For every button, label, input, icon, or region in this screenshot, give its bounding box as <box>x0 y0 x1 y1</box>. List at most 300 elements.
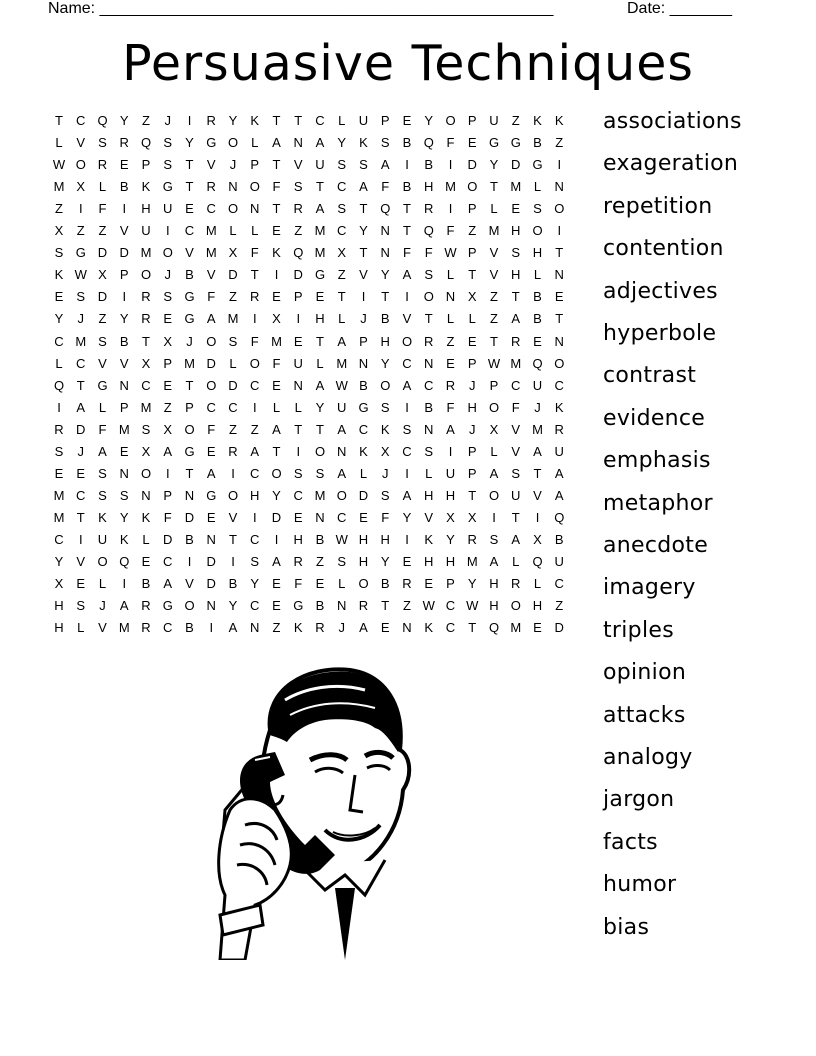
grid-letter: M <box>53 487 65 503</box>
grid-letter: E <box>206 509 216 525</box>
grid-letter: Z <box>294 223 303 239</box>
word-list-item: hyperbole <box>603 321 717 346</box>
grid-letter: O <box>554 201 565 217</box>
grid-letter: O <box>488 487 500 503</box>
grid-letter: W <box>422 598 435 614</box>
grid-letter: V <box>119 355 129 371</box>
grid-letter: X <box>533 531 542 547</box>
grid-letter: H <box>424 179 434 195</box>
grid-letter: D <box>206 554 216 569</box>
grid-letter: O <box>380 377 391 393</box>
grid-letter: N <box>402 620 412 636</box>
grid-letter: R <box>206 179 216 195</box>
grid-letter: X <box>272 311 281 327</box>
grid-letter: M <box>205 223 217 239</box>
grid-letter: V <box>206 267 216 283</box>
grid-letter: N <box>184 487 195 503</box>
grid-letter: H <box>141 201 151 217</box>
grid-letter: R <box>511 333 521 349</box>
grid-letter: I <box>122 576 127 592</box>
grid-letter: M <box>184 355 195 371</box>
grid-row <box>48 220 584 242</box>
grid-letter: O <box>554 355 565 371</box>
grid-letter: F <box>381 509 390 525</box>
word-list-item: contrast <box>603 363 697 389</box>
grid-letter: D <box>119 245 129 261</box>
grid-letter: P <box>163 487 173 503</box>
grid-letter: P <box>467 465 477 481</box>
grid-letter: P <box>250 157 260 173</box>
grid-letter: B <box>380 576 390 592</box>
grid-letter: P <box>467 443 477 459</box>
grid-letter: E <box>163 377 173 393</box>
grid-letter: I <box>165 465 170 481</box>
grid-letter: T <box>142 333 150 349</box>
grid-letter: D <box>293 267 303 283</box>
grid-letter: R <box>141 598 151 614</box>
grid-letter: T <box>403 201 411 217</box>
word-list-item: repetition <box>603 193 713 219</box>
grid-letter: K <box>554 399 564 415</box>
grid-letter: A <box>359 179 368 195</box>
grid-letter: E <box>54 465 64 481</box>
grid-letter: C <box>337 509 347 525</box>
grid-letter: W <box>52 157 66 173</box>
grid-letter: N <box>554 267 564 283</box>
grid-letter: C <box>163 554 173 569</box>
word-list-item: bias <box>603 914 650 940</box>
grid-letter: O <box>227 487 239 503</box>
grid-letter: L <box>490 443 498 459</box>
grid-letter: D <box>184 509 195 525</box>
grid-letter: K <box>424 531 434 547</box>
grid-letter: O <box>401 333 413 349</box>
grid-letter: L <box>55 135 63 151</box>
grid-letter: L <box>338 113 346 128</box>
grid-letter: D <box>76 421 86 437</box>
grid-letter: C <box>228 399 238 415</box>
grid-letter: U <box>532 377 543 393</box>
grid-letter: I <box>187 113 192 128</box>
grid-letter: T <box>490 179 498 195</box>
grid-letter: T <box>555 245 564 261</box>
grid-letter: S <box>337 554 347 569</box>
grid-letter: S <box>315 465 325 481</box>
grid-letter: F <box>207 289 216 305</box>
grid-letter: T <box>76 377 85 393</box>
grid-letter: A <box>337 421 347 437</box>
grid-letter: H <box>54 620 64 636</box>
grid-letter: T <box>555 311 564 327</box>
grid-letter: R <box>554 421 564 437</box>
grid-letter: Q <box>488 620 500 636</box>
grid-letter: K <box>293 620 303 636</box>
grid-letter: B <box>402 179 412 195</box>
grid-letter: O <box>358 576 369 592</box>
grid-letter: L <box>533 179 542 195</box>
grid-letter: L <box>338 311 346 327</box>
grid-letter: J <box>77 443 84 459</box>
grid-letter: T <box>490 333 498 349</box>
grid-letter: O <box>184 421 195 437</box>
grid-row <box>48 617 584 639</box>
grid-row <box>48 331 584 353</box>
grid-letter: I <box>165 223 170 239</box>
grid-letter: E <box>272 598 281 614</box>
grid-letter: C <box>402 355 412 371</box>
grid-letter: A <box>337 333 347 349</box>
grid-letter: G <box>293 598 304 614</box>
grid-letter: Y <box>337 135 347 151</box>
grid-row <box>48 573 584 595</box>
grid-letter: T <box>272 201 281 217</box>
grid-letter: U <box>445 465 456 481</box>
grid-letter: I <box>78 531 83 547</box>
grid-letter: O <box>532 223 543 239</box>
grid-letter: G <box>162 179 173 195</box>
grid-letter: J <box>534 399 541 415</box>
grid-letter: T <box>229 531 237 547</box>
grid-letter: A <box>489 554 499 569</box>
grid-letter: R <box>97 157 108 173</box>
grid-letter: B <box>228 576 238 592</box>
grid-letter: C <box>141 377 151 393</box>
grid-letter: R <box>511 576 521 592</box>
grid-letter: F <box>446 135 455 151</box>
grid-letter: E <box>54 289 64 305</box>
grid-letter: I <box>448 201 453 217</box>
grid-letter: H <box>445 554 456 569</box>
grid-letter: C <box>315 113 325 128</box>
grid-letter: I <box>448 157 453 173</box>
grid-letter: S <box>76 598 86 614</box>
grid-letter: J <box>77 311 84 327</box>
grid-letter: W <box>74 267 87 283</box>
grid-letter: R <box>424 333 434 349</box>
grid-letter: D <box>97 245 108 261</box>
grid-letter: E <box>119 443 129 459</box>
grid-row <box>48 264 584 286</box>
grid-letter: P <box>467 201 477 217</box>
grid-letter: A <box>511 531 521 547</box>
grid-letter: U <box>554 554 564 569</box>
grid-letter: R <box>467 531 477 547</box>
grid-letter: E <box>402 554 412 569</box>
grid-row <box>48 110 584 132</box>
word-list-item: humor <box>603 872 677 898</box>
grid-letter: W <box>335 531 348 547</box>
grid-letter: N <box>380 245 390 261</box>
grid-letter: T <box>250 267 259 283</box>
grid-letter: C <box>358 421 369 437</box>
grid-letter: R <box>141 289 151 305</box>
grid-letter: R <box>424 201 434 217</box>
grid-letter: L <box>55 355 63 371</box>
grid-letter: T <box>185 377 194 393</box>
grid-letter: P <box>359 333 368 349</box>
grid-letter: R <box>141 311 151 327</box>
grid-letter: B <box>359 377 368 393</box>
grid-letter: I <box>187 554 192 569</box>
grid-letter: N <box>119 465 129 481</box>
grid-letter: B <box>554 531 564 547</box>
grid-letter: E <box>315 576 325 592</box>
grid-letter: S <box>228 333 238 349</box>
grid-letter: I <box>274 531 279 547</box>
grid-letter: R <box>228 443 238 459</box>
grid-letter: D <box>358 487 369 503</box>
grid-letter: T <box>359 201 368 217</box>
grid-letter: Y <box>272 487 281 503</box>
grid-letter: C <box>402 443 412 459</box>
grid-letter: M <box>466 554 478 569</box>
grid-letter: I <box>296 311 301 327</box>
grid-letter: I <box>405 399 409 415</box>
grid-letter: T <box>424 311 433 327</box>
grid-letter: C <box>206 201 216 217</box>
grid-letter: Q <box>293 245 304 261</box>
grid-letter: E <box>272 377 281 393</box>
grid-letter: T <box>272 157 281 173</box>
grid-letter: A <box>315 135 325 151</box>
grid-letter: K <box>424 620 434 636</box>
grid-letter: L <box>490 201 498 217</box>
grid-letter: Z <box>229 289 237 305</box>
grid-letter: I <box>557 157 562 173</box>
grid-letter: W <box>444 245 457 261</box>
grid-letter: T <box>381 598 390 614</box>
grid-letter: I <box>361 289 366 305</box>
grid-letter: L <box>98 179 107 195</box>
grid-letter: L <box>446 267 455 283</box>
grid-letter: T <box>185 157 194 173</box>
grid-letter: D <box>228 377 238 393</box>
grid-letter: C <box>250 531 260 547</box>
grid-letter: J <box>164 113 171 128</box>
grid-letter: Z <box>555 135 564 151</box>
grid-letter: F <box>250 245 259 261</box>
grid-letter: U <box>337 399 347 415</box>
grid-row <box>48 198 584 220</box>
grid-letter: C <box>54 531 64 547</box>
grid-letter: O <box>423 289 434 305</box>
grid-letter: V <box>489 245 499 261</box>
grid-letter: G <box>488 135 500 151</box>
grid-letter: K <box>119 531 129 547</box>
grid-letter: T <box>468 487 477 503</box>
grid-letter: M <box>314 245 326 261</box>
grid-letter: S <box>380 399 390 415</box>
grid-letter: F <box>98 201 107 217</box>
grid-letter: S <box>489 531 499 547</box>
grid-letter: S <box>402 421 412 437</box>
grid-letter: W <box>335 377 348 393</box>
grid-letter: J <box>382 465 389 481</box>
grid-letter: G <box>206 135 217 151</box>
grid-letter: O <box>488 399 500 415</box>
grid-letter: A <box>206 465 216 481</box>
grid-row <box>48 132 584 154</box>
grid-letter: X <box>228 245 238 261</box>
grid-letter: V <box>119 223 129 239</box>
grid-letter: S <box>250 554 260 569</box>
grid-letter: A <box>315 201 325 217</box>
grid-letter: T <box>272 113 281 128</box>
grid-letter: F <box>424 245 433 261</box>
word-list-item: anecdote <box>603 533 709 558</box>
grid-letter: H <box>424 487 434 503</box>
grid-letter: T <box>316 421 324 437</box>
grid-letter: T <box>468 620 477 636</box>
grid-letter: A <box>554 487 564 503</box>
grid-row <box>48 595 584 617</box>
grid-letter: S <box>54 443 64 459</box>
grid-row <box>48 529 584 551</box>
grid-letter: I <box>122 289 127 305</box>
grid-letter: M <box>510 355 522 371</box>
grid-letter: T <box>55 113 63 128</box>
grid-letter: Z <box>316 554 324 569</box>
grid-letter: J <box>186 333 193 349</box>
grid-row <box>48 441 584 463</box>
grid-letter: I <box>78 201 83 217</box>
grid-letter: E <box>76 576 86 592</box>
grid-letter: X <box>380 443 390 459</box>
grid-letter: T <box>359 245 368 261</box>
grid-letter: O <box>336 487 347 503</box>
grid-letter: L <box>251 135 259 151</box>
grid-letter: T <box>185 465 194 481</box>
grid-letter: H <box>54 598 64 614</box>
grid-letter: Z <box>446 333 455 349</box>
grid-letter: N <box>424 421 434 437</box>
grid-letter: Z <box>163 399 172 415</box>
grid-letter: H <box>532 245 543 261</box>
grid-letter: A <box>446 421 455 437</box>
grid-letter: R <box>293 554 303 569</box>
grid-letter: N <box>293 377 303 393</box>
grid-letter: M <box>53 509 65 525</box>
grid-letter: C <box>163 620 173 636</box>
grid-letter: X <box>141 355 151 371</box>
grid-letter: C <box>250 377 260 393</box>
grid-letter: O <box>249 179 260 195</box>
grid-letter: K <box>533 113 542 128</box>
grid-letter: S <box>54 245 64 261</box>
grid-letter: S <box>337 201 347 217</box>
grid-letter: C <box>76 355 86 371</box>
grid-row <box>48 242 584 264</box>
grid-letter: N <box>141 487 151 503</box>
grid-letter: A <box>250 443 260 459</box>
grid-letter: S <box>359 157 368 173</box>
grid-letter: Z <box>142 113 150 128</box>
grid-row <box>48 551 584 573</box>
grid-letter: O <box>162 245 173 261</box>
grid-letter: S <box>141 421 151 437</box>
grid-letter: N <box>380 223 390 239</box>
grid-letter: B <box>424 399 434 415</box>
grid-letter: Y <box>228 598 238 614</box>
grid-letter: H <box>315 311 325 327</box>
grid-letter: I <box>448 443 453 459</box>
grid-letter: A <box>272 554 281 569</box>
grid-letter: U <box>97 531 108 547</box>
grid-letter: G <box>162 598 173 614</box>
grid-letter: V <box>76 135 86 151</box>
grid-letter: L <box>77 620 85 636</box>
grid-letter: H <box>467 399 477 415</box>
grid-letter: L <box>98 399 107 415</box>
grid-letter: G <box>358 399 369 415</box>
grid-letter: L <box>359 465 368 481</box>
grid-letter: T <box>533 465 542 481</box>
grid-letter: O <box>227 201 239 217</box>
grid-letter: C <box>445 598 456 614</box>
grid-letter: S <box>293 179 303 195</box>
grid-row <box>48 419 584 441</box>
grid-letter: G <box>206 487 217 503</box>
grid-letter: Z <box>337 267 346 283</box>
grid-letter: P <box>293 289 303 305</box>
grid-letter: V <box>511 421 521 437</box>
grid-letter: L <box>533 576 542 592</box>
grid-letter: H <box>424 554 434 569</box>
grid-letter: I <box>405 465 409 481</box>
grid-letter: O <box>227 135 239 151</box>
grid-letter: G <box>184 289 195 305</box>
grid-letter: E <box>141 554 151 569</box>
grid-letter: R <box>250 289 260 305</box>
grid-letter: M <box>118 421 130 437</box>
grid-letter: S <box>98 333 107 349</box>
grid-letter: R <box>54 421 64 437</box>
grid-letter: X <box>337 245 347 261</box>
grid-row <box>48 397 584 419</box>
grid-letter: N <box>119 377 129 393</box>
grid-letter: X <box>163 421 173 437</box>
grid-letter: I <box>252 509 257 525</box>
grid-letter: S <box>98 465 107 481</box>
grid-letter: U <box>141 223 151 239</box>
grid-row <box>48 176 584 198</box>
grid-letter: N <box>554 179 564 195</box>
grid-letter: M <box>314 487 326 503</box>
grid-letter: B <box>141 576 151 592</box>
grid-letter: Y <box>446 531 455 547</box>
word-list-item: associations <box>603 109 742 134</box>
grid-letter: O <box>249 355 260 371</box>
grid-letter: Z <box>229 421 237 437</box>
grid-letter: S <box>293 465 303 481</box>
grid-letter: X <box>98 267 107 283</box>
grid-letter: U <box>315 157 325 173</box>
grid-letter: M <box>227 311 239 327</box>
grid-letter: O <box>184 598 195 614</box>
grid-letter: Y <box>54 554 64 569</box>
grid-letter: P <box>119 267 129 283</box>
grid-letter: B <box>402 135 412 151</box>
grid-letter: F <box>98 421 107 437</box>
grid-letter: M <box>510 620 522 636</box>
grid-letter: N <box>206 531 216 547</box>
grid-letter: J <box>164 267 171 283</box>
grid-letter: O <box>467 179 478 195</box>
grid-letter: A <box>163 443 173 459</box>
name-field-label: Name: ___________________________________________________ <box>48 0 554 17</box>
grid-letter: G <box>97 377 108 393</box>
word-list-item: opinion <box>603 660 687 686</box>
